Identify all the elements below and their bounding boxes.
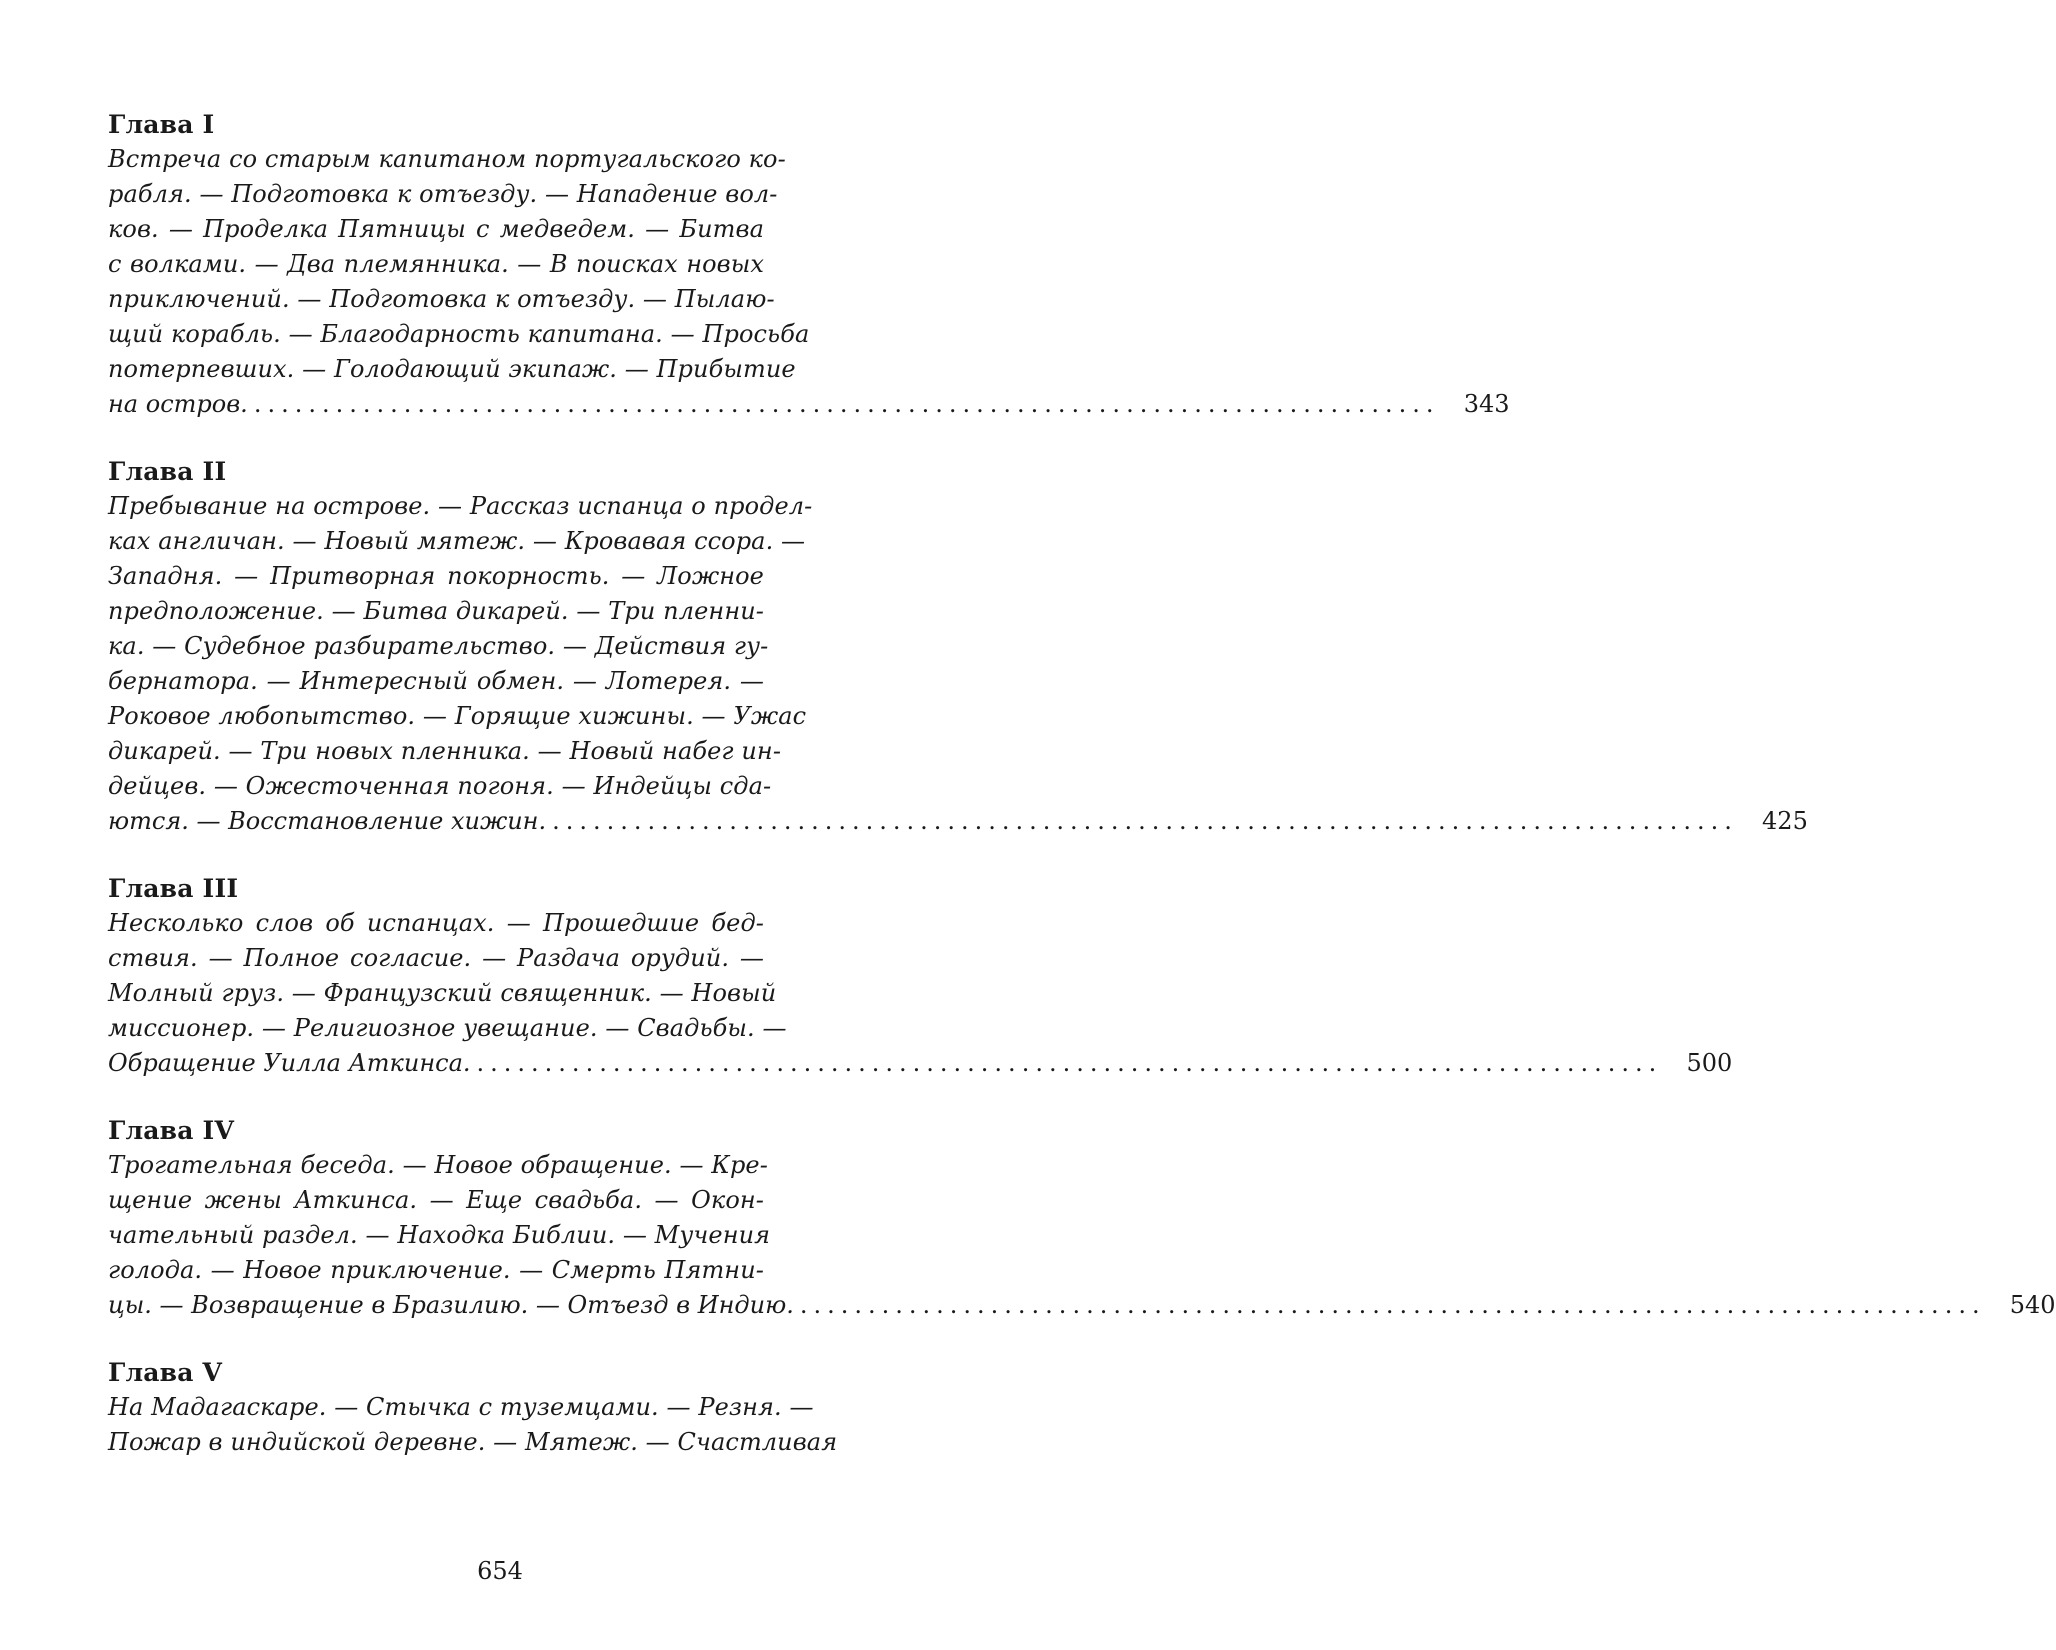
summary-line: Встреча со старым капитаном португальского ко- (108, 145, 786, 173)
dot-leader: ....................................................................................... (799, 1291, 1986, 1319)
dot-leader: ....................................................................................... (476, 1049, 1663, 1077)
summary-line: рабля. — Подготовка к отъезду. — Нападение вол- (108, 180, 778, 208)
summary-line: Роковое любопытство. — Горящие хижины. — Ужас (108, 702, 807, 730)
summary-line: ках англичан. — Новый мятеж. — Кровавая ссора. — (108, 527, 806, 555)
summary-line: миссионер. — Религиозное увещание. — Свадьбы. — (108, 1014, 787, 1042)
toc-entry-chapter-5 (108, 1356, 908, 1460)
chapter-title: Глава IV (108, 1116, 235, 1145)
page-number: 425 (1762, 807, 1808, 835)
summary-line: приключений. — Подготовка к отъезду. — Пылаю- (108, 285, 775, 313)
summary-last-line (108, 1046, 1733, 1081)
summary-line: дейцев. — Ожесточенная погоня. — Индейцы сда- (108, 772, 772, 800)
summary-line: На Мадагаскаре. — Стычка с туземцами. — Резня. — (108, 1393, 814, 1421)
toc-entry-chapter-3 (108, 872, 1733, 1081)
summary-line: Западня. — Притворная покорность. — Ложное (108, 562, 764, 590)
chapter-title: Глава II (108, 457, 227, 486)
summary-line: ков. — Проделка Пятницы с медведем. — Битва (108, 215, 764, 243)
summary-line: щение жены Аткинса. — Еще свадьба. — Окон- (108, 1186, 764, 1214)
toc-entry-chapter-4 (108, 1114, 2056, 1323)
table-of-contents (108, 108, 2056, 1493)
summary-line: предположение. — Битва дикарей. — Три пленни- (108, 597, 764, 625)
summary-line: ка. — Судебное разбирательство. — Действия гу- (108, 632, 769, 660)
summary-line: с волками. — Два племянника. — В поисках новых (108, 250, 764, 278)
summary-line: чательный раздел. — Находка Библии. — Мучения (108, 1221, 771, 1249)
chapter-title: Глава III (108, 874, 239, 903)
page-number: 343 (1463, 390, 1510, 418)
summary-last-line (108, 1288, 2056, 1323)
dot-leader: ....................................................................................... (552, 807, 1738, 835)
page-number: 500 (1686, 1049, 1733, 1077)
summary-line: Молный груз. — Французский священник. — Новый (108, 979, 777, 1007)
summary-last-line (108, 804, 1808, 839)
summary-line: Трогательная беседа. — Новое обращение. — Кре- (108, 1151, 768, 1179)
summary-line: ствия. — Полное согласие. — Раздача орудий. — (108, 944, 764, 972)
chapter-title: Глава I (108, 110, 215, 139)
page-folio-number: 654 (477, 1557, 523, 1585)
summary-last-line (108, 387, 1510, 422)
dot-leader: ....................................................................................... (253, 390, 1440, 418)
toc-entry-chapter-1 (108, 108, 1510, 422)
summary-line: щий корабль. — Благодарность капитана. — Просьба (108, 320, 810, 348)
summary-line: потерпевших. — Голодающий экипаж. — Прибытие (108, 355, 796, 383)
summary-line: Обращение Уилла Аткинса. (108, 1049, 471, 1077)
summary-line: на остров. (108, 390, 248, 418)
summary-line: ются. — Восстановление хижин. (108, 807, 547, 835)
summary-line: цы. — Возвращение в Бразилию. — Отъезд в Индию. (108, 1291, 794, 1319)
summary-line: Пожар в индийской деревне. — Мятеж. — Счастливая (108, 1428, 838, 1456)
summary-line: дикарей. — Три новых пленника. — Новый набег ин- (108, 737, 782, 765)
summary-line: бернатора. — Интересный обмен. — Лотерея. — (108, 667, 764, 695)
summary-line: Пребывание на острове. — Рассказ испанца о продел- (108, 492, 813, 520)
chapter-title: Глава V (108, 1358, 223, 1387)
summary-line: голода. — Новое приключение. — Смерть Пятни- (108, 1256, 764, 1284)
toc-entry-chapter-2 (108, 455, 1808, 839)
summary-line: Несколько слов об испанцах. — Прошедшие бед- (108, 909, 764, 937)
page-number: 540 (2009, 1291, 2056, 1319)
